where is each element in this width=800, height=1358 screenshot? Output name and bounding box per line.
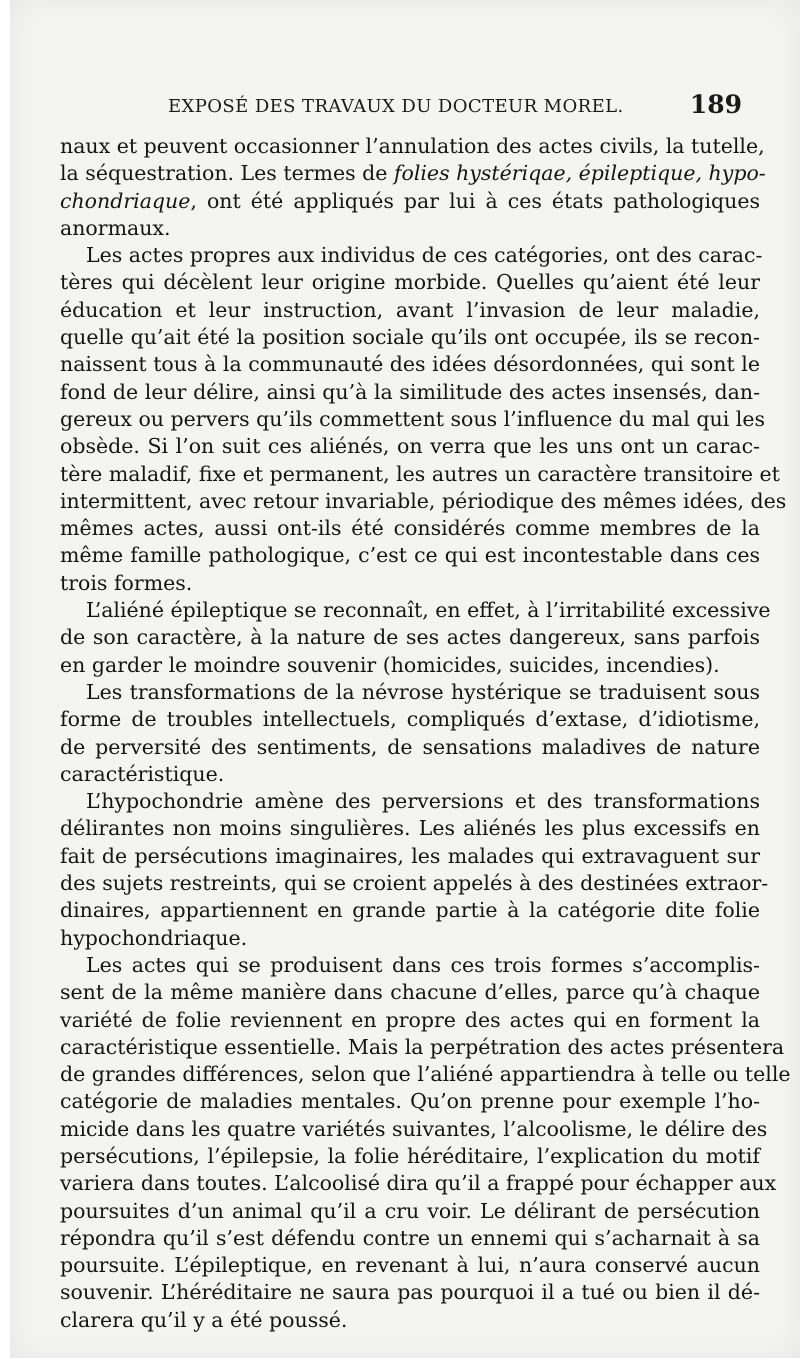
text-line: persécutions, l’épilepsie, la folie héréditaire, l’explication du motif bbox=[60, 1143, 760, 1168]
text-line: catégorie de maladies mentales. Qu’on prenne pour exemple l’ho- bbox=[60, 1089, 760, 1114]
text-line: sent de la même manière dans chacune d’elles, parce qu’à chaque bbox=[60, 980, 760, 1005]
text-line: L’aliéné épileptique se reconnaît, en effet, à l’irritabilité excessive bbox=[86, 598, 771, 623]
text-line: trois formes. bbox=[60, 570, 193, 595]
text-line: tères qui décèlent leur origine morbide. Quelles qu’aient été leur bbox=[60, 270, 760, 295]
text-line: fait de persécutions imaginaires, les malades qui extravaguent sur bbox=[60, 843, 760, 868]
page-header bbox=[168, 90, 742, 122]
text-line: délirantes non moins singulières. Les aliénés les plus excessifs en bbox=[60, 816, 760, 841]
text-line: éducation et leur instruction, avant l’invasion de leur maladie, bbox=[60, 297, 760, 322]
text-line: caractéristique essentielle. Mais la perpétration des actes présentera bbox=[60, 1034, 785, 1059]
text-line: naux et peuvent occasionner l’annulation des actes civils, la tutelle, bbox=[60, 134, 765, 158]
text-line: anormaux. bbox=[60, 215, 171, 240]
text-line: clarera qu’il y a été poussé. bbox=[60, 1307, 348, 1332]
text-line: naissent tous à la communauté des idées désordonnées, qui sont le bbox=[60, 352, 760, 377]
text-line: poursuites d’un animal qu’il a cru voir. Le délirant de persécution bbox=[60, 1198, 760, 1223]
text-line: la séquestration. Les termes de folies hystériqae, épileptique, hypo- bbox=[60, 161, 766, 186]
text-line: Les actes propres aux individus de ces catégories, ont des carac- bbox=[86, 243, 763, 268]
text-line: quelle qu’ait été la position sociale qu’ils ont occupée, ils se recon- bbox=[60, 325, 760, 350]
text-line: forme de troubles intellectuels, compliqués d’extase, d’idiotisme, bbox=[60, 707, 760, 732]
text-line: intermittent, avec retour invariable, périodique des mêmes idées, des bbox=[60, 488, 787, 513]
text-line: obsède. Si l’on suit ces aliénés, on verra que les uns ont un carac- bbox=[60, 434, 760, 459]
running-title: EXPOSÉ DES TRAVAUX DU DOCTEUR MOREL. bbox=[168, 96, 624, 117]
text-line: hypochondriaque. bbox=[60, 925, 248, 950]
text-line: variera dans toutes. L’alcoolisé dira qu’il a frappé pour échapper aux bbox=[60, 1171, 777, 1196]
text-line: poursuite. L’épileptique, en revenant à lui, n’aura conservé aucun bbox=[60, 1253, 760, 1278]
text-line: mêmes actes, aussi ont-ils été considérés comme membres de la bbox=[60, 516, 760, 541]
text-line: répondra qu’il s’est défendu contre un ennemi qui s’acharnait à sa bbox=[60, 1225, 760, 1250]
text-line: souvenir. L’héréditaire ne saura pas pourquoi il a tué ou bien il dé- bbox=[60, 1280, 760, 1305]
text-line: des sujets restreints, qui se croient appelés à des destinées extraor- bbox=[60, 871, 769, 896]
text-line: Les actes qui se produisent dans ces trois formes s’accomplis- bbox=[86, 952, 760, 977]
text-line: de grandes différences, selon que l’aliéné appartiendra à telle ou telle bbox=[60, 1062, 791, 1087]
text-line: L’hypochondrie amène des perversions et des transformations bbox=[86, 789, 760, 814]
text-line: gereux ou pervers qu’ils commettent sous l’influence du mal qui les bbox=[60, 406, 765, 431]
page-number: 189 bbox=[689, 90, 742, 119]
text-line: caractéristique. bbox=[60, 761, 225, 786]
text-line: de son caractère, à la nature de ses actes dangereux, sans parfois bbox=[60, 625, 760, 650]
text-line: Les transformations de la névrose hystérique se traduisent sous bbox=[86, 679, 760, 704]
text-line: micide dans les quatre variétés suivantes, l’alcoolisme, le délire des bbox=[60, 1116, 768, 1141]
text-line: dinaires, appartiennent en grande partie à la catégorie dite folie bbox=[60, 898, 760, 923]
italic-term: folies hystériqae, épileptique, hypo- bbox=[393, 161, 766, 186]
text-line: en garder le moindre souvenir (homicides, suicides, incendies). bbox=[60, 652, 720, 677]
text-line: fond de leur délire, ainsi qu’à la similitude des actes insensés, dan- bbox=[60, 379, 760, 404]
book-page bbox=[10, 0, 800, 1358]
text-line: chondriaque, ont été appliqués par lui à ces états pathologiques bbox=[60, 188, 760, 213]
text-line: tère maladif, fixe et permanent, les autres un caractère transitoire et bbox=[60, 461, 780, 486]
body-text bbox=[60, 133, 791, 1334]
text-line: variété de folie reviennent en propre des actes qui en forment la bbox=[60, 1007, 760, 1032]
text-line: de perversité des sentiments, de sensations maladives de nature bbox=[60, 734, 760, 759]
text-line: même famille pathologique, c’est ce qui est incontestable dans ces bbox=[60, 543, 760, 568]
italic-term: chondriaque bbox=[60, 188, 191, 213]
